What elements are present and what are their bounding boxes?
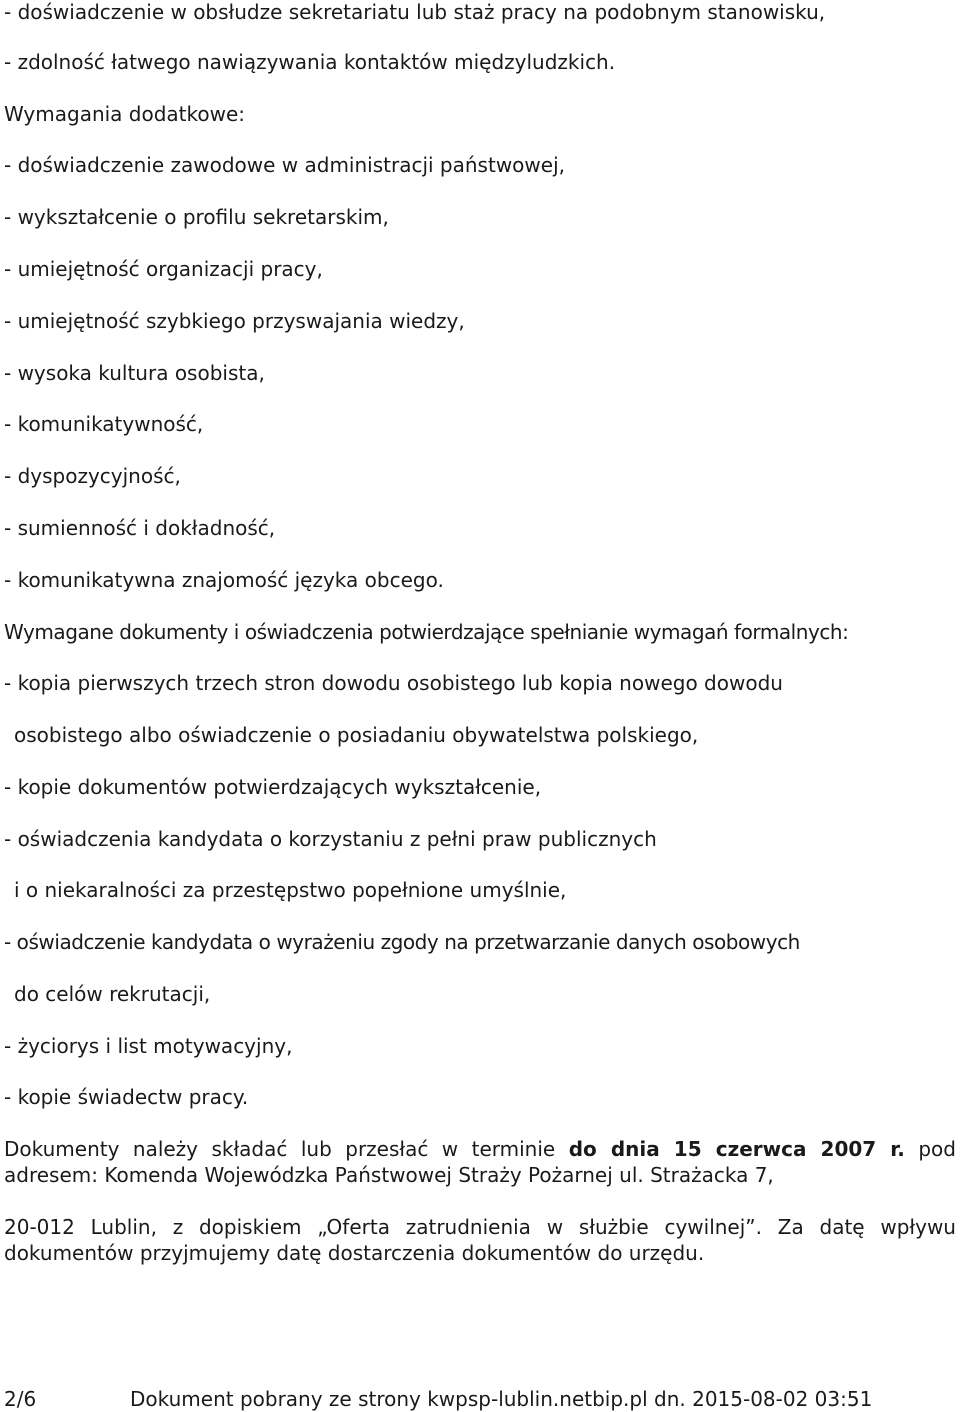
additional-requirement-item: - dyspozycyjność, [4, 464, 181, 488]
additional-requirement-item: - komunikatywna znajomość języka obcego. [4, 568, 444, 592]
additional-requirement-item: - wysoka kultura osobista, [4, 361, 265, 385]
document-item: - kopie świadectw pracy. [4, 1085, 249, 1109]
submission-paragraph [4, 1136, 956, 1188]
additional-requirement-item: - wykształcenie o profilu sekretarskim, [4, 205, 389, 229]
document-item: - oświadczenia kandydata o korzystaniu z pełni praw publicznych [4, 827, 657, 851]
document-item: - życiorys i list motywacyjny, [4, 1034, 293, 1058]
submission-text: Dokumenty należy składać lub przesłać w terminie [4, 1137, 569, 1161]
requirement-line: - doświadczenie w obsłudze sekretariatu lub staż pracy na podobnym stanowisku, [4, 0, 826, 24]
additional-requirements-heading: Wymagania dodatkowe: [4, 102, 246, 126]
additional-requirement-item: - doświadczenie zawodowe w administracji państwowej, [4, 153, 565, 177]
download-source-note: Dokument pobrany ze strony kwpsp-lublin.netbip.pl dn. 2015-08-02 03:51 [130, 1387, 873, 1411]
page-number: 2/6 [4, 1387, 37, 1411]
additional-requirement-item: - komunikatywność, [4, 412, 204, 436]
additional-requirement-item: - umiejętność organizacji pracy, [4, 257, 323, 281]
document-item-continuation: do celów rekrutacji, [14, 982, 211, 1006]
document-item: - oświadczenie kandydata o wyrażeniu zgody na przetwarzanie danych osobowych [4, 930, 800, 954]
page-footer [4, 1387, 872, 1411]
document-item: - kopie dokumentów potwierdzających wykształcenie, [4, 775, 542, 799]
additional-requirement-item: - umiejętność szybkiego przyswajania wiedzy, [4, 309, 465, 333]
requirement-line: - zdolność łatwego nawiązywania kontaktów międzyludzkich. [4, 50, 616, 74]
documents-heading: Wymagane dokumenty i oświadczenia potwierdzające spełnianie wymagań formalnych: [4, 620, 849, 644]
document-item-continuation: i o niekaralności za przestępstwo popełnione umyślnie, [14, 878, 567, 902]
submission-address-paragraph: 20-012 Lublin, z dopiskiem „Oferta zatrudnienia w służbie cywilnej”. Za datę wpływu dokumentów przyjmujemy datę dostarczenia dokumentów do urzędu. [4, 1215, 956, 1265]
additional-requirement-item: - sumienność i dokładność, [4, 516, 276, 540]
submission-address: pod adresem: Komenda Wojewódzka Państwowej Straży Pożarnej ul. Strażacka 7, [4, 1137, 956, 1187]
document-item-continuation: osobistego albo oświadczenie o posiadaniu obywatelstwa polskiego, [14, 723, 699, 747]
submission-deadline: do dnia 15 czerwca 2007 r. [568, 1137, 905, 1161]
document-item: - kopia pierwszych trzech stron dowodu osobistego lub kopia nowego dowodu [4, 671, 783, 695]
